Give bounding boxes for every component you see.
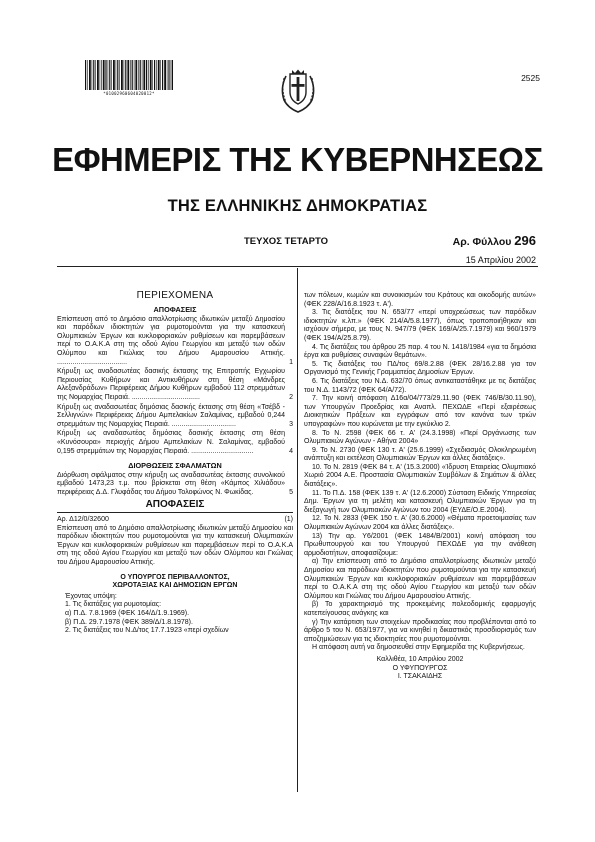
toc-item-text: Επίσπευση από το Δημόσιο απαλλοτρίωσης ιδιωτικών μεταξύ Δημοσίου και παρόδιων ιδιοκτητών για ρυμοτομούνται για την κατασκευή Ολυμπιακών Έργων και κυκλοφοριακών ρυθμίσεων και παρεμβάσεων περί το Ο.Α.Κ.Α στη της οδού Αγίου Γεωργίου και μεταξύ των οδών Ολύμπου και Γκώλιας του Δήμου Αμαρουσίου Αττικής. .................................... [57,315,285,366]
publication-order: Η απόφαση αυτή να δημοσιευθεί στην Εφημερίδα της Κυβερνήσεως. [312,644,525,652]
toc-item [57,368,293,402]
toc-item-page: 3 [289,420,293,428]
left-column [57,306,293,636]
provision-paragraph: 3. Τις διατάξεις του Ν. 653/77 «περί υποχρεώσεως των παρόδιων ιδιοκτητών κ.λπ.» (ΦΕΚ 214/Α/5.8.1977), όπως τροποποιήθηκαν και ισχύουν σήμερα, με τους Ν. 947/79 (ΦΕΚ 169/Α/25.7.1979) και 960/1979 (ΦΕΚ 194/Α/25.8.79). [304,309,536,342]
toc-item-page: 1 [289,358,293,366]
toc-item-page: 5 [289,488,293,496]
toc-item-text: Κήρυξη ως αναδασωτέας δημόσιας δασικής έκτασης στη θέση «Κυνόσουρα» περιοχής Δήμου Αμπελακίων Ν. Σαλαμίνας, εμβαδού 0,195 στρεμμάτων της Νομαρχίας Πειραιά. ................................ [57,430,285,455]
place-and-date: Καλλιθέα, 10 Απριλίου 2002 [376,655,464,663]
toc-item [57,472,293,498]
provision-line: α) Π.Δ. 7.8.1969 (ΦΕΚ 164/Δ/1.9.1969). [65,610,190,617]
provision-paragraph: 12. Το Ν. 2833 (ΦΕΚ 150 τ. Α' (30.6.2000) «Θέματα προετοιμασίας των Ολυμπιακών Αγώνων 2004 και άλλες διατάξεις». [304,515,536,532]
signer-role: Ο ΥΦΥΠΟΥΡΓΟΣ [392,664,448,672]
issue-date: 15 Απριλίου 2002 [465,255,536,265]
decision-summary: Επίσπευση από το Δημόσιο απαλλοτρίωσης ιδιωτικών μεταξύ Δημοσίου και παρόδιων ιδιοκτητών που ρυμοτομούνται για την κατασκευή Ολυμπιακών Έργων και κυκλοφοριακών ρυθμίσεων και παρεμβάσεων περί το Ο.Α.Κ.Α στη της οδού Αγίου Γεωργίου και μεταξύ των οδών Ολύμπου και Γκώλιας του Δήμου Αμαρουσίου Αττικής. [57,524,293,567]
sheet-number: 296 [514,233,536,248]
decision-ref-number: Αρ. Δ12/0/32600 [57,516,109,524]
considering-label: Έχοντας υπόψη: [65,592,117,600]
provision-paragraph: 10. Το Ν. 2819 (ΦΕΚ 84 τ. Α' (15.3.2000) «Ίδρυση Εταιρείας Ολυμπιακό Χωριό 2004 Α.Ε. Προστασία Ολυμπιακών Συμβόλων & Σημάτων & άλλες διατάξεις». [304,463,536,489]
decision-reference [57,516,293,525]
toc-item [57,430,293,456]
provision-paragraph: 5. Τις διατάξεις του ΠΔ/τος 69/8.2.88 (ΦΕΚ 28/16.2.88 για τον Οργανισμό της Γενικής Γραμματείας Δημοσίων Έργων. [304,360,536,377]
page-number: 2525 [521,73,540,83]
ministry-title-line-1: Ο ΥΠΟΥΡΓΟΣ ΠΕΡΙΒΑΛΛΟΝΤΟΣ, [120,573,230,581]
contents-decisions-heading: ΑΠΟΦΑΣΕΙΣ [153,305,197,314]
contents-title: ΠΕΡΙΕΧΟΜΕΝΑ [136,290,214,301]
ministry-title-line-2: ΧΩΡΟΤΑΞΙΑΣ ΚΑΙ ΔΗΜΟΣΙΩΝ ΕΡΓΩΝ [112,582,238,590]
column-divider [297,268,298,792]
sheet-number-block [453,233,536,248]
toc-item-page: 2 [289,393,293,401]
barcode-number: *01002960604020012* [103,91,155,96]
gazette-subtitle: ΤΗΣ ΕΛΛΗΝΙΚΗΣ ΔΗΜΟΚΡΑΤΙΑΣ [167,197,428,215]
header-divider [57,266,538,267]
decisions-divider [57,512,293,513]
decision-clause-b: β) Το χαρακτηρισμό της προκειμένης πολεοδομικής εφαρμογής κατεπείγουσας ανάγκης και [304,601,536,617]
toc-item-page: 4 [289,447,293,455]
sheet-label: Αρ. Φύλλου [452,236,512,248]
provision-line: 2. Τις διατάξεις του Ν.Δ/τος 17.7.1923 «περί σχεδίων [65,627,229,635]
decision-clause-a: α) Την επίσπευση από το Δημόσιο απαλλοτρίωσης ιδιωτικών μεταξύ Δημοσίου και παρόδιων ιδιοκτητών που ρυμοτομούνται για την κατασκευή Ολυμπιακών Έργων και κυκλοφοριακών ρυθμίσεων και παρεμβάσεων περί το Ο.Α.Κ.Α στη της οδού Αγίου Γεωργίου και μεταξύ των οδών Ολύμπου και Γκώλιας του Δήμου Αμαρουσίου Αττικής. [304,558,536,600]
toc-item [57,316,293,368]
provision-paragraph: 4. Τις διατάξεις του άρθρου 25 παρ. 4 του Ν. 1418/1984 «για τα δημόσια έργα και ρυθμίσεις συναφών θεμάτων». [304,343,536,360]
toc-item-text: Κήρυξη ως αναδασωτέας δημόσιας δασικής έκτασης στη θέση «Τσέβδ - Σελλιγνών» Περιφέρειας Δήμου Αμπελακίων Σαλαμίνας, εμβαδού 0,244 στρεμμάτων της Νομαρχίας Πειραιά. ................................. [57,403,285,428]
right-column [304,292,536,682]
gazette-title: ΕΦΗΜΕΡΙΣ ΤΗΣ ΚΥΒΕΡΝΗΣΕΩΣ [52,142,543,179]
provision-paragraph: 13) Την αρ. Υ6/2001 (ΦΕΚ 1484/Β/2001) κοινή απόφαση του Πρωθυπουργού και του Υπουργού ΠΕΧΩΔΕ για την ανάθεση αρμοδιοτήτων, αποφασίζουμε: [304,532,536,557]
provision-paragraph: 7. Την κοινή απόφαση Δ16α/04/773/29.11.90 (ΦΕΚ 746/Β/30.11.90), των Υπουργών Προεδρίας και Αναπλ. ΠΕΧΩΔΕ «Περί εξαιρέσεως Διοικητικών Πράξεων και εγγράφων από τον κανόνα των τριών υπογραφών» που κυρώνεται με την εγκύκλιο 2. [304,395,536,428]
barcode-image [85,60,173,92]
toc-item [57,404,293,430]
provision-paragraph: 11. Το Π.Δ. 158 (ΦΕΚ 139 τ. Α' (12.6.2000) Σύσταση Ειδικής Υπηρεσίας Δημ. Έργων για τη μελέτη και κατασκευή Ολυμπιακών Έργων για τη διεξαγωγή των Ολυμπιακών Αγώνων του 2004 (ΕΥΔΕ/Ο.Ε.2004). [304,489,536,514]
provision-paragraph: 9. Το Ν. 2730 (ΦΕΚ 130 τ. Α' (25.6.1999) «Σχεδιασμός Ολοκληρωμένη ανάπτυξη και εκτέλεση Ολυμπιακών Έργων και άλλες διατάξεις». [304,446,536,463]
provision-paragraph: 8. Το Ν. 2598 (ΦΕΚ 66 τ. Α' (24.3.1998) «Περί Οργάνωσης των Ολυμπιακών Αγώνων - Αθήνα 2004» [304,429,536,446]
contents-corrections-heading: ΔΙΟΡΘΩΣΕΙΣ ΣΦΑΛΜΑΤΩΝ [128,461,222,471]
decisions-heading: ΑΠΟΦΑΣΕΙΣ [145,499,205,511]
toc-item-text: Διόρθωση σφάλματος στην κήρυξη ως αναδασωτέας έκτασης συνολικού εμβαδού 1473,23 τ.μ. που βρίσκεται στη θέση «Κάμπος Χιλιάδου» περιφέρειας Δ.Δ. Γλυφάδας του Δήμου Τολοφώνος Ν. Φωκίδας. [57,471,285,496]
decision-ref-mark: (1) [284,516,293,524]
provision-line: 1. Τις διατάξεις για ρυμοτομίας: [65,601,162,609]
issue-label: ΤΕΥΧΟΣ ΤΕΤΑΡΤΟ [244,236,328,247]
signer-name: Ι. ΤΣΑΚΑΙΔΗΣ [397,673,443,681]
decision-clause-c: γ) Την κατάρτιση των στοιχείων προδικασίας που προβλέπονται από το άρθρο 5 του Ν. 653/1977, για να κινηθεί η δικαστικός προσδιορισμός των αποζημιώσεων για τις ιδιοκτησίες που ρυμοτομούνται. [304,618,536,643]
provision-paragraph: των πόλεων, κωμών και συνοικισμών του Κράτους και οικοδομής αυτών» (ΦΕΚ 228/Α/16.8.1923 τ. Α'). [304,292,536,308]
toc-item-text: Κήρυξη ως αναδασωτέας δασικής έκτασης της Επιτροπής Εγχωρίου Περιουσίας Κυθήρων και Αντικυθήρων στη θέση «Μάνδρες Αλεξανδράδων» Περιφέρειας Δήμου Κυθήρων εμβαδού 112 στρεμμάτων της Νομαρχίας Πειραιά. ................................... [57,368,285,401]
provision-paragraph: 6. Τις διατάξεις του Ν.Δ. 632/70 όπως αντικαταστάθηκε με τις διατάξεις του Ν.Δ. 1143/72 (ΦΕΚ 64/Α/72). [304,377,536,394]
coat-of-arms-emblem [278,68,318,114]
provision-line: β) Π.Δ. 29.7.1978 (ΦΕΚ 389/Δ/1.8.1978). [65,618,193,626]
